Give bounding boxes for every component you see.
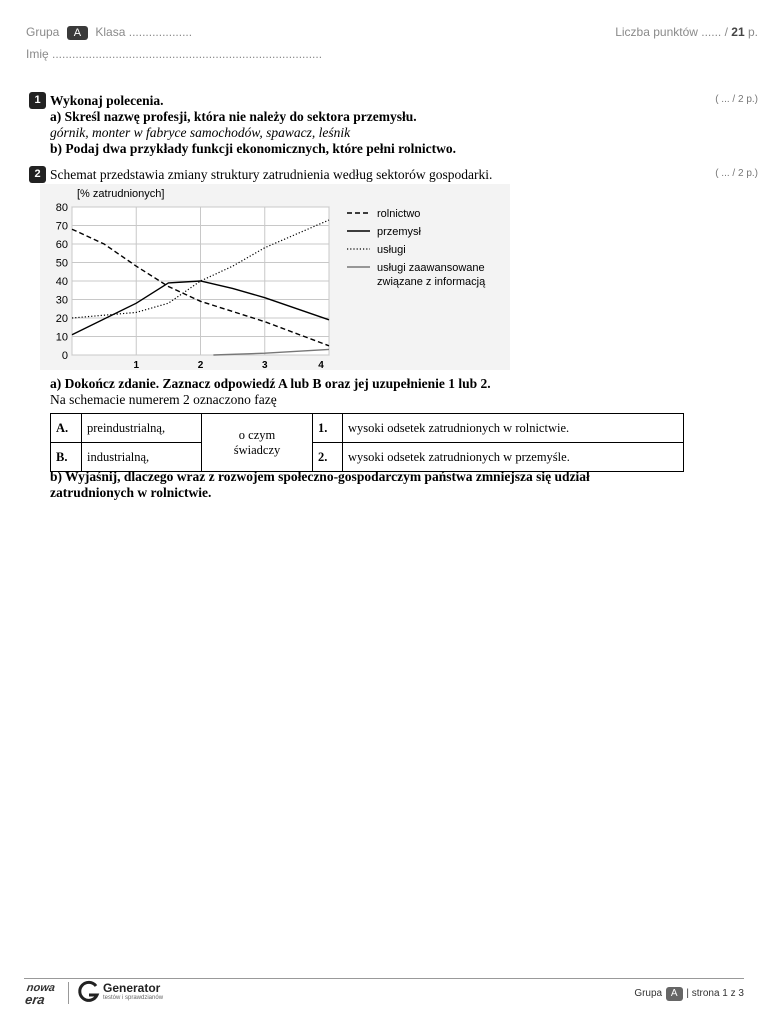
y-tick-label: 30 xyxy=(55,294,68,307)
option-2-number[interactable]: 2. xyxy=(313,443,343,472)
group-field xyxy=(26,25,192,40)
points-unit: p. xyxy=(747,25,758,39)
option-a-letter[interactable]: A. xyxy=(51,414,82,443)
option-2-text[interactable]: wysoki odsetek zatrudnionych w przemyśle. xyxy=(343,443,684,472)
question-2-intro: Schemat przedstawia zmiany struktury zatrudnienia według sektorów gospodarki. xyxy=(50,167,493,182)
y-tick-label: 70 xyxy=(55,220,68,233)
x-tick-label: 1 xyxy=(133,360,140,370)
option-b-letter[interactable]: B. xyxy=(51,443,82,472)
footer-divider xyxy=(24,978,744,979)
name-field: Imię ................................................................................. xyxy=(26,47,323,61)
generator-logo-icon xyxy=(76,980,102,1006)
y-tick-label: 40 xyxy=(55,276,68,288)
class-field: Klasa ................... xyxy=(95,25,193,39)
y-tick-label: 60 xyxy=(55,239,68,251)
nowa-era-logo xyxy=(24,983,55,1005)
logo-era: era xyxy=(24,992,46,1007)
logo-separator xyxy=(68,982,69,1004)
x-tick-label: 3 xyxy=(261,360,268,370)
option-a-text[interactable]: preindustrialną, xyxy=(82,414,202,443)
legend-label-2: usługi xyxy=(377,244,406,256)
employment-chart xyxy=(40,184,510,370)
points-total: 21 xyxy=(731,25,745,39)
y-axis-label: [% zatrudnionych] xyxy=(77,188,165,200)
question-2b-line-2: zatrudnionych w rolnictwie. xyxy=(50,485,212,500)
answer-table xyxy=(50,413,684,472)
option-1-number[interactable]: 1. xyxy=(313,414,343,443)
connector-text: o czym świadczy xyxy=(202,414,313,472)
points-summary xyxy=(615,25,758,39)
question-2b-line-1: b) Wyjaśnij, dlaczego wraz z rozwojem społeczno-gospodarczym państwa zmniejsza się udział xyxy=(50,469,590,484)
x-tick-label: 2 xyxy=(197,360,204,370)
logo-generator: Generator xyxy=(103,981,161,995)
question-1a: a) Skreśl nazwę profesji, która nie należy do sektora przemysłu. xyxy=(50,109,417,124)
logo-subtitle: testów i sprawdzianów xyxy=(103,995,164,1001)
footer-page-info xyxy=(634,987,744,1001)
question-2a-sentence: Na schemacie numerem 2 oznaczono fazę xyxy=(50,392,277,407)
question-1-points: ( ... / 2 p.) xyxy=(715,94,758,105)
y-tick-label: 20 xyxy=(55,313,68,325)
legend-label-1: przemysł xyxy=(377,226,422,238)
y-tick-label: 10 xyxy=(55,331,68,344)
question-2a: a) Dokończ zdanie. Zaznacz odpowiedź A lub B oraz jej uzupełnienie 1 lub 2. xyxy=(50,376,491,391)
legend-label-0: rolnictwo xyxy=(377,208,421,220)
generator-logo xyxy=(103,982,163,1001)
y-tick-label: 50 xyxy=(55,257,68,270)
footer-page-number: | strona 1 z 3 xyxy=(686,988,744,999)
x-tick-label: 4 xyxy=(318,360,324,370)
option-1-text[interactable]: wysoki odsetek zatrudnionych w rolnictwie. xyxy=(343,414,684,443)
group-badge: A xyxy=(67,26,88,40)
points-label: Liczba punktów ...... / xyxy=(615,25,728,39)
legend-label-3: usługi zaawansowane xyxy=(377,262,485,274)
question-1-title: Wykonaj polecenia. xyxy=(50,93,164,108)
footer-group-badge: A xyxy=(666,987,683,1001)
question-2-number: 2 xyxy=(29,166,46,183)
group-label: Grupa xyxy=(26,25,60,39)
question-2-points: ( ... / 2 p.) xyxy=(715,168,758,179)
question-1a-options: górnik, monter w fabryce samochodów, spawacz, leśnik xyxy=(50,125,351,140)
y-tick-label: 0 xyxy=(61,350,68,362)
option-b-text[interactable]: industrialną, xyxy=(82,443,202,472)
footer-group-label: Grupa xyxy=(634,988,663,999)
logo-nowa: nowa xyxy=(26,982,56,994)
question-1-number: 1 xyxy=(29,92,46,109)
y-tick-label: 80 xyxy=(55,202,68,214)
legend-label-3: związane z informacją xyxy=(377,276,486,288)
question-1b: b) Podaj dwa przykłady funkcji ekonomicznych, które pełni rolnictwo. xyxy=(50,141,457,156)
